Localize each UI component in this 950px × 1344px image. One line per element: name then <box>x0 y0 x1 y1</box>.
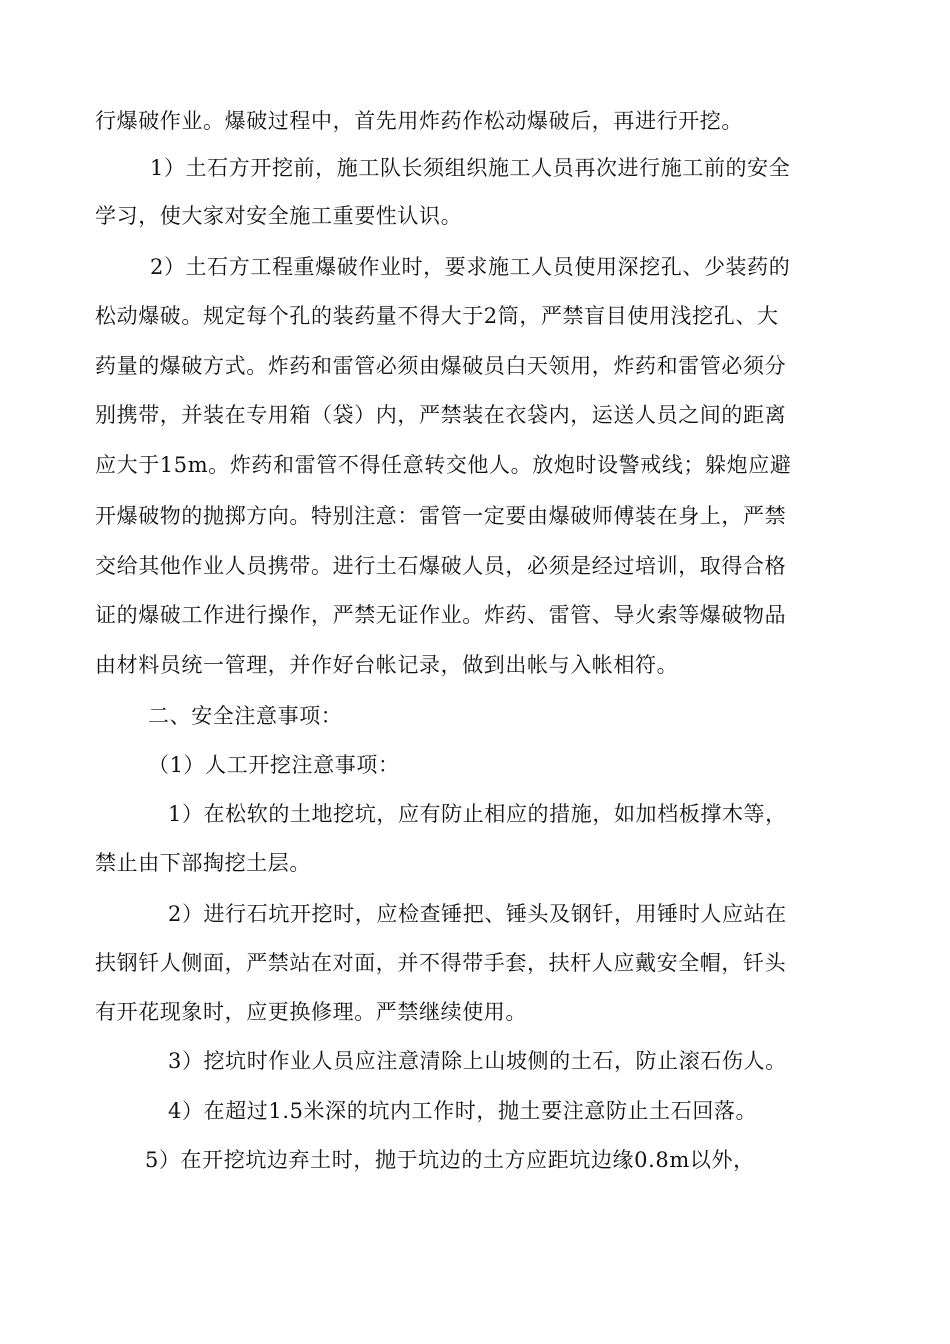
text-line-2: 1）土石方开挖前，施工队长须组织施工人员再次进行施工前的安全 <box>150 156 791 180</box>
section-heading: 二、安全注意事项： <box>148 704 343 728</box>
subsection-heading: （1）人工开挖注意事项： <box>148 753 400 777</box>
text-line-3: 学习，使大家对安全施工重要性认识。 <box>95 204 463 228</box>
text-line-20: 3）挖坑时作业人员应注意清除上山坡侧的土石，防止滚石伤人。 <box>168 1049 787 1073</box>
text-line-12: 由材料员统一管理，并作好台帐记录，做到出帐与入帐相符。 <box>95 653 679 677</box>
text-line-1: 行爆破作业。爆破过程中，首先用炸药作松动爆破后，再进行开挖。 <box>95 109 743 133</box>
text-line-17: 2）进行石坑开挖时，应检查锤把、锤头及钢钎，用锤时人应站在 <box>168 902 787 926</box>
text-line-10: 交给其他作业人员携带。进行土石爆破人员，必须是经过培训，取得合格 <box>95 554 787 578</box>
text-line-5: 松动爆破。规定每个孔的装药量不得大于2筒，严禁盲目使用浅挖孔、大 <box>95 304 779 328</box>
text-line-16: 禁止由下部掏挖土层。 <box>95 851 311 875</box>
text-line-9: 开爆破物的抛掷方向。特别注意：雷管一定要由爆破师傅装在身上，严禁 <box>95 504 787 528</box>
text-line-15: 1）在松软的土地挖坑，应有防止相应的措施，如加档板撑木等， <box>168 802 787 826</box>
text-line-6: 药量的爆破方式。炸药和雷管必须由爆破员白天领用，炸药和雷管必须分 <box>95 354 787 378</box>
text-line-8: 应大于15m。炸药和雷管不得任意转交他人。放炮时设警戒线；躲炮应避 <box>95 453 792 477</box>
text-line-19: 有开花现象时，应更换修理。严禁继续使用。 <box>95 1000 527 1024</box>
text-line-22: 5）在开挖坑边弃土时，抛于坑边的土方应距坑边缘0.8m以外， <box>145 1148 755 1172</box>
text-line-11: 证的爆破工作进行操作，严禁无证作业。炸药、雷管、导火索等爆破物品 <box>95 603 787 627</box>
text-line-7: 别携带，并装在专用箱（袋）内，严禁装在衣袋内，运送人员之间的距离 <box>95 403 787 427</box>
text-line-4: 2）土石方工程重爆破作业时，要求施工人员使用深挖孔、少装药的 <box>150 255 791 279</box>
text-line-21: 4）在超过1.5米深的坑内工作时，抛土要注意防止土石回落。 <box>168 1099 758 1123</box>
text-line-18: 扶钢钎人侧面，严禁站在对面，并不得带手套，扶杆人应戴安全帽，钎头 <box>95 951 787 975</box>
